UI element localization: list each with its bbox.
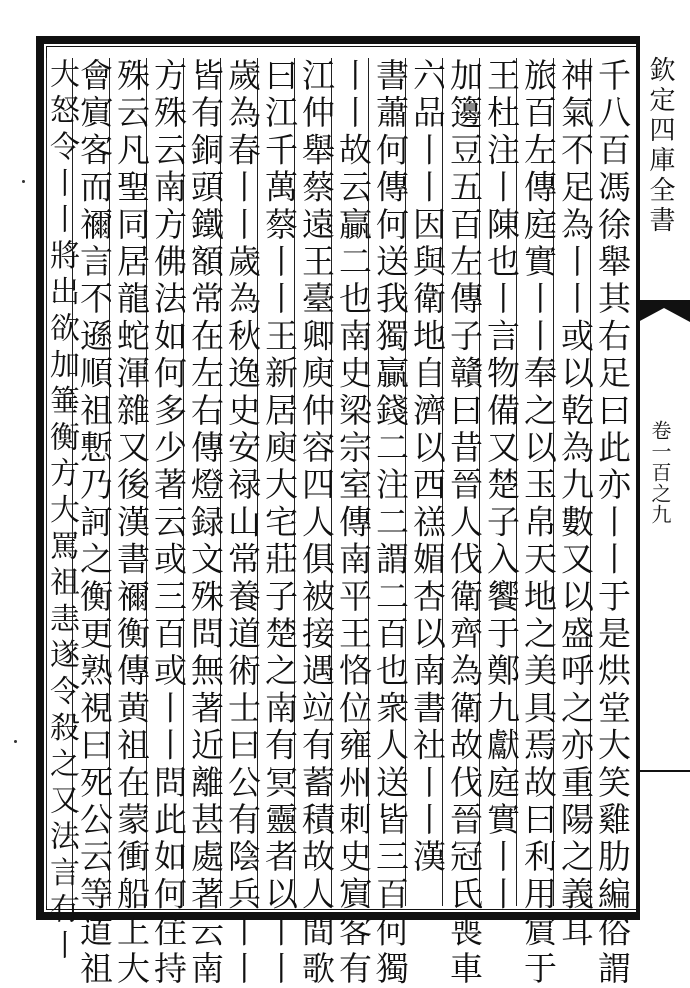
text-column-3: 旅百左傳庭實丨丨奉之以玉帛天地之美具焉故曰利用賔于 bbox=[516, 58, 560, 906]
text-column-9: 江仲舉蔡遠王臺卿庾仲容四人俱被接遇竝有蓄積故人間歌 bbox=[294, 58, 338, 906]
text-column-2: 神氣不足為丨丨或以乾為九數又以盛呼之亦重陽之義耳 bbox=[553, 58, 597, 906]
margin-speck bbox=[14, 740, 17, 743]
margin-speck bbox=[22, 180, 25, 183]
text-column-8: 丨丨故云贏二也南史梁宗室傳南平王恪位雍州刺史賔客有 bbox=[331, 58, 375, 906]
text-column-10: 曰江千萬蔡丨丨王新居庾大宅莊子楚之南有冥靈者以丨丨 bbox=[257, 58, 301, 906]
fold-rule bbox=[640, 770, 690, 772]
text-column-6: 六品丨丨因與衛地自濟以西禚媚杏以南書社丨丨漢 bbox=[405, 58, 449, 906]
text-column-4: 王杜注丨陳也丨言物備又楚子入饗于鄭九獻庭實丨丨 bbox=[479, 58, 523, 906]
text-column-16: 大怒令丨丨將出欲加箠衡方大罵祖恚遂令殺之又法言有丨 bbox=[44, 58, 79, 966]
collection-title: 欽定四庫全書 bbox=[645, 56, 675, 236]
text-column-7: 書蕭何傳何送我獨贏錢二注二謂二百也衆人送皆三百何獨 bbox=[368, 58, 412, 906]
text-column-11: 歲為春丨丨歲為秋逸史安禄山常養道術士曰公有陰兵丨丨 bbox=[220, 58, 264, 906]
text-column-15: 會賔客而禰言不遜順祖慙乃訶之衡更熟視曰死公云等道祖 bbox=[72, 58, 116, 906]
text-column-1: 千八百馮徐舉其右足曰此亦丨丨于是烘堂大笑雞肋編俗謂 bbox=[590, 58, 634, 906]
fish-tail-icon bbox=[638, 300, 690, 322]
text-column-14: 殊云凡聖同居龍蛇渾雜又後漢書禰衡傳黄祖在蒙衝船上大 bbox=[109, 58, 153, 906]
text-column-5: 加籩豆五百左傳子贛曰昔晉人伐衛齊為衛故伐晉冠氏喪車 bbox=[442, 58, 486, 906]
chapter-label: 卷一百之九 bbox=[648, 420, 672, 525]
text-column-13: 方殊云南方佛法如何多少著云或三百或丨丨問此如何住持 bbox=[146, 58, 190, 906]
text-column-12: 皆有銅頭鐵額常在左右傳燈録文殊問無著近離甚處著云南 bbox=[183, 58, 227, 906]
